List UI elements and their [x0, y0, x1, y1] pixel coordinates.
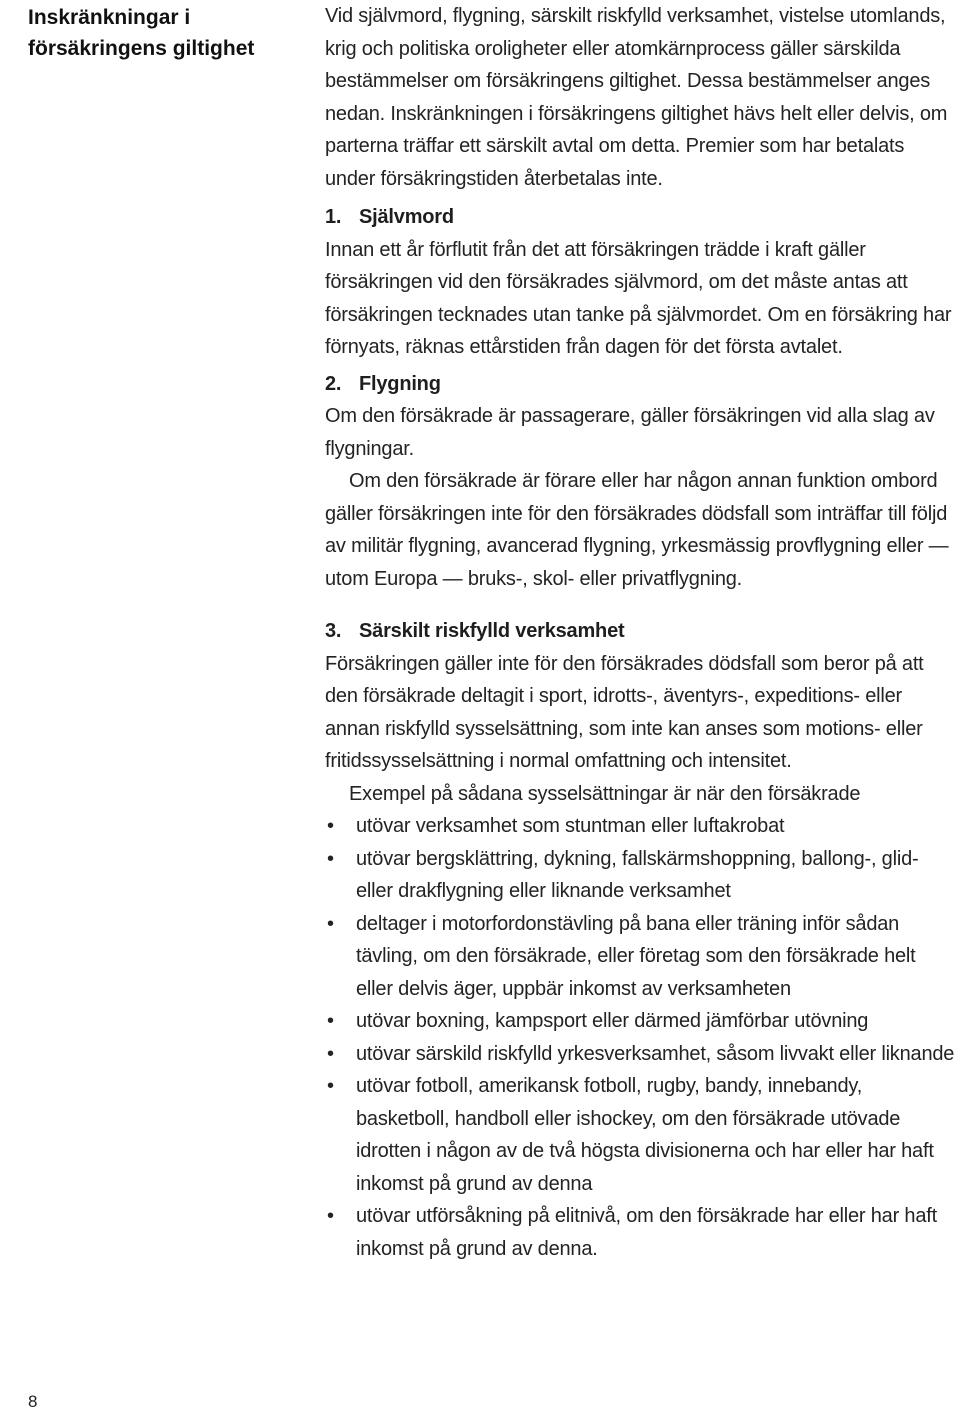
list-item: [325, 1200, 957, 1265]
section-suicide: [325, 201, 957, 364]
section-paragraph: Exempel på sådana sysselsättningar är när den försäkrade: [349, 782, 861, 805]
list-item: [325, 810, 957, 843]
list-item-text: utövar utförsåkning på elitnivå, om den försäkrade har eller har haft inkomst på grund av denna.: [356, 1205, 937, 1260]
main-content: [325, 0, 957, 1265]
list-item: [325, 1070, 957, 1200]
list-item: [325, 1005, 957, 1038]
list-item: [325, 843, 957, 908]
list-item-text: utövar fotboll, amerikansk fotboll, rugby, bandy, innebandy, basketboll, handboll eller ishockey, om den försäkrade utövade idrotten i någon av de två högsta divisionerna och har eller har haft inkomst på grund av denna: [356, 1075, 934, 1195]
section-flight: [325, 368, 957, 596]
list-item-text: utövar boxning, kampsport eller därmed jämförbar utövning: [356, 1010, 869, 1032]
section-heading: [325, 615, 957, 648]
section-heading: [325, 201, 957, 234]
section-paragraph: Innan ett år förflutit från det att försäkringen trädde i kraft gäller försäkringen vid den försäkrades självmord, om det måste antas att försäkringen tecknades utan tanke på självmordet. Om en försäkring har förnyats, räknas ettårstiden från dagen för det första avtalet.: [325, 238, 952, 358]
section-number: 1.: [325, 206, 342, 228]
bullet-icon: •: [327, 912, 334, 935]
section-number: 2.: [325, 372, 342, 395]
bullet-icon: •: [327, 1042, 334, 1065]
example-list: [325, 810, 957, 1265]
section-paragraph: Om den försäkrade är förare eller har någon annan funktion ombord gäller försäkringen inte för den försäkrades dödsfall som inträffar till följd av militär flygning, avancerad flygning, yrkesmässig provflygning eller — utom Europa — bruks-, skol- eller privatflygning.: [325, 470, 949, 590]
bullet-icon: •: [327, 847, 334, 870]
section-paragraph: Försäkringen gäller inte för den försäkrades dödsfall som beror på att den försäkrade deltagit i sport, idrotts-, äventyrs-, expeditions- eller annan riskfylld sysselsättning, som inte kan anses som motions- eller fritidssysselsättning i normal omfattning och intensitet.: [325, 652, 924, 772]
list-item-text: utövar verksamhet som stuntman eller luftakrobat: [356, 815, 785, 837]
list-item: [325, 1038, 957, 1071]
bullet-icon: •: [327, 1205, 334, 1227]
section-title: Självmord: [359, 206, 454, 228]
section-title: Särskilt riskfylld verksamhet: [359, 620, 625, 642]
intro-paragraph: Vid självmord, flygning, särskilt riskfylld verksamhet, vistelse utomlands, krig och politiska oroligheter eller atomkärnprocess gäller särskilda bestämmelser om försäkringens giltighet. Dessa bestämmelser anges nedan. Inskränkningen i försäkringens giltighet hävs helt eller delvis, om parterna träffar ett särskilt avtal om detta. Premier som har betalats under försäkringstiden återbetalas inte.: [325, 5, 948, 190]
bullet-icon: •: [327, 1010, 334, 1032]
bullet-icon: •: [327, 815, 334, 837]
list-item-text: utövar särskild riskfylld yrkesverksamhet, såsom livvakt eller liknande: [356, 1042, 955, 1065]
section-paragraph: Om den försäkrade är passagerare, gäller försäkringen vid alla slag av flygningar.: [325, 405, 935, 460]
page-number: 8: [28, 1392, 38, 1411]
bullet-icon: •: [327, 1075, 334, 1097]
section-title: Flygning: [359, 372, 441, 395]
list-item: [325, 908, 957, 1006]
sidebar-heading: Inskränkningar i försäkringens giltighet: [28, 6, 255, 60]
section-heading: [325, 368, 957, 401]
section-risky-activity: [325, 615, 957, 1265]
list-item-text: utövar bergsklättring, dykning, fallskärmshoppning, ballong-, glid- eller drakflygning eller liknande verksamhet: [356, 847, 919, 902]
list-item-text: deltager i motorfordonstävling på bana eller träning inför sådan tävling, om den försäkrade, eller företag som den försäkrade helt eller delvis äger, uppbär inkomst av verksamheten: [356, 912, 916, 1000]
section-number: 3.: [325, 620, 342, 642]
